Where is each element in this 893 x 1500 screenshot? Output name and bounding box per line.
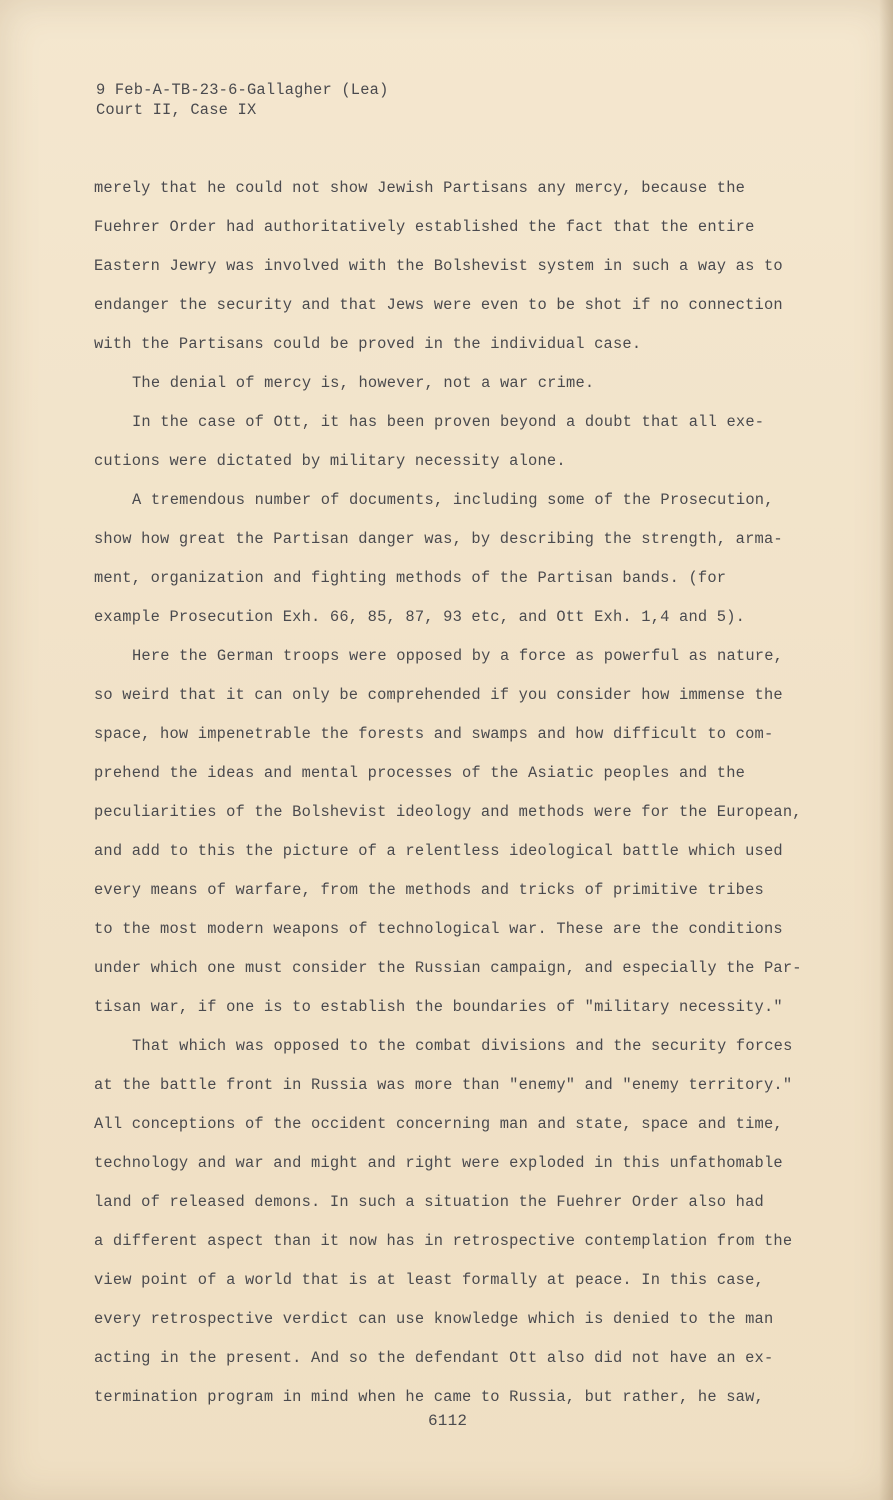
text-line: example Prosecution Exh. 66, 85, 87, 93 etc, and Ott Exh. 1,4 and 5). [94, 608, 746, 626]
text-line: termination program in mind when he came to Russia, but rather, he saw, [94, 1388, 764, 1406]
text-line: That which was opposed to the combat divisions and the security forces [132, 1037, 793, 1055]
text-line: technology and war and might and right were exploded in this unfathomable [94, 1154, 783, 1172]
text-line: view point of a world that is at least formally at peace. In this case, [94, 1271, 764, 1289]
text-line: tisan war, if one is to establish the boundaries of "military necessity." [94, 998, 783, 1016]
text-line: space, how impenetrable the forests and swamps and how difficult to com- [94, 725, 774, 743]
text-line: prehend the ideas and mental processes of the Asiatic peoples and the [94, 764, 746, 782]
text-line: with the Partisans could be proved in the individual case. [94, 335, 642, 353]
text-line: cutions were dictated by military necessity alone. [94, 452, 566, 470]
text-line: A tremendous number of documents, including some of the Prosecution, [132, 491, 774, 509]
text-line: acting in the present. And so the defendant Ott also did not have an ex- [94, 1349, 774, 1367]
text-line: and add to this the picture of a relentless ideological battle which used [94, 842, 783, 860]
text-line: The denial of mercy is, however, not a war crime. [132, 374, 595, 392]
text-line: All conceptions of the occident concerning man and state, space and time, [94, 1115, 783, 1133]
text-line: ment, organization and fighting methods of the Partisan bands. (for [94, 569, 727, 587]
page-edge-shadow [879, 0, 893, 1500]
header-court-line: Court II, Case IX [96, 101, 257, 119]
text-line: Here the German troops were opposed by a force as powerful as nature, [132, 647, 784, 665]
text-line: show how great the Partisan danger was, by describing the strength, arma- [94, 530, 783, 548]
text-line: a different aspect than it now has in retrospective contemplation from the [94, 1232, 793, 1250]
text-line: Fuehrer Order had authoritatively established the fact that the entire [94, 218, 755, 236]
text-line: to the most modern weapons of technological war. These are the conditions [94, 920, 783, 938]
document-body [94, 176, 824, 1424]
page-number: 6112 [428, 1412, 468, 1430]
text-line: under which one must consider the Russian campaign, and especially the Par- [94, 959, 802, 977]
text-line: at the battle front in Russia was more than "enemy" and "enemy territory." [94, 1076, 793, 1094]
text-line: every retrospective verdict can use knowledge which is denied to the man [94, 1310, 774, 1328]
text-line: peculiarities of the Bolshevist ideology and methods were for the European, [94, 803, 802, 821]
document-header [96, 80, 389, 120]
text-line: so weird that it can only be comprehended if you consider how immense the [94, 686, 783, 704]
text-line: endanger the security and that Jews were even to be shot if no connection [94, 296, 783, 314]
text-line: Eastern Jewry was involved with the Bolshevist system in such a way as to [94, 257, 783, 275]
header-docket-line: 9 Feb-A-TB-23-6-Gallagher (Lea) [96, 81, 389, 99]
text-line: every means of warfare, from the methods and tricks of primitive tribes [94, 881, 764, 899]
text-line: merely that he could not show Jewish Partisans any mercy, because the [94, 179, 746, 197]
text-line: In the case of Ott, it has been proven beyond a doubt that all exe- [132, 413, 765, 431]
text-line: land of released demons. In such a situation the Fuehrer Order also had [94, 1193, 764, 1211]
